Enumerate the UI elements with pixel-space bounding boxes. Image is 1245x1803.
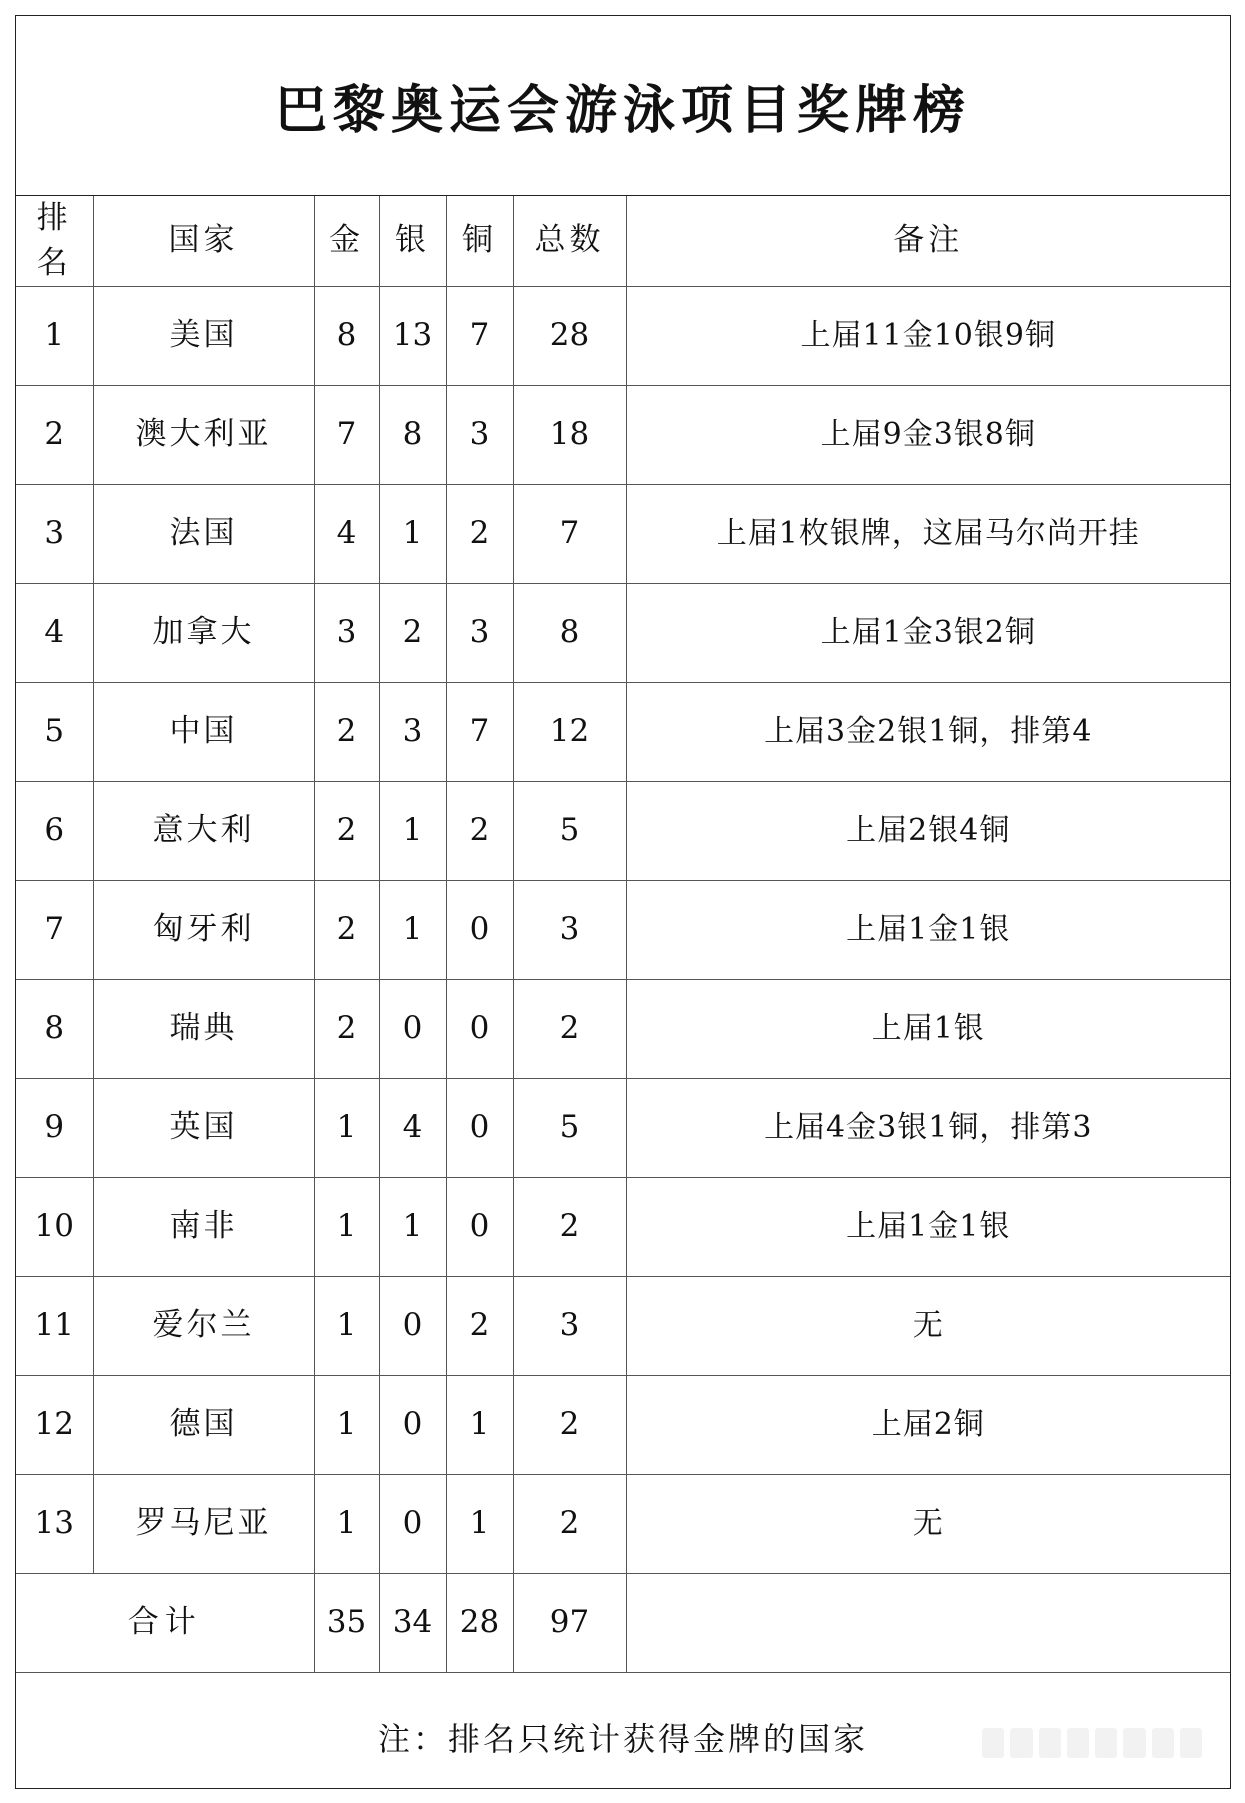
cell-bronze: 7	[446, 682, 513, 781]
cell-silver: 0	[379, 979, 446, 1078]
cell-gold: 1	[314, 1474, 379, 1573]
cell-country: 爱尔兰	[93, 1276, 314, 1375]
header-total: 总数	[513, 196, 626, 286]
cell-gold: 1	[314, 1177, 379, 1276]
cell-country: 中国	[93, 682, 314, 781]
cell-note: 上届11金10银9铜	[626, 286, 1230, 385]
cell-total: 18	[513, 385, 626, 484]
cell-country: 罗马尼亚	[93, 1474, 314, 1573]
cell-bronze: 0	[446, 880, 513, 979]
table-row	[16, 1177, 1230, 1276]
cell-bronze: 2	[446, 1276, 513, 1375]
cell-gold: 1	[314, 1375, 379, 1474]
table-row	[16, 286, 1230, 385]
cell-note: 上届2银4铜	[626, 781, 1230, 880]
totals-total: 97	[513, 1573, 626, 1672]
cell-bronze: 0	[446, 1177, 513, 1276]
cell-note: 上届2铜	[626, 1375, 1230, 1474]
cell-total: 5	[513, 1078, 626, 1177]
cell-note: 无	[626, 1474, 1230, 1573]
header-silver: 银	[379, 196, 446, 286]
cell-total: 3	[513, 1276, 626, 1375]
cell-total: 28	[513, 286, 626, 385]
cell-bronze: 3	[446, 583, 513, 682]
table-row	[16, 979, 1230, 1078]
cell-bronze: 2	[446, 484, 513, 583]
header-rank: 排名	[16, 196, 93, 286]
cell-note: 上届1银	[626, 979, 1230, 1078]
watermark	[982, 1728, 1202, 1758]
cell-total: 2	[513, 1177, 626, 1276]
table-row	[16, 880, 1230, 979]
cell-total: 3	[513, 880, 626, 979]
cell-silver: 0	[379, 1474, 446, 1573]
cell-silver: 3	[379, 682, 446, 781]
totals-silver: 34	[379, 1573, 446, 1672]
cell-note: 上届4金3银1铜，排第3	[626, 1078, 1230, 1177]
cell-rank: 12	[16, 1375, 93, 1474]
cell-silver: 8	[379, 385, 446, 484]
cell-country: 美国	[93, 286, 314, 385]
totals-bronze: 28	[446, 1573, 513, 1672]
cell-silver: 0	[379, 1276, 446, 1375]
table-row	[16, 1474, 1230, 1573]
cell-total: 12	[513, 682, 626, 781]
cell-gold: 2	[314, 880, 379, 979]
cell-rank: 1	[16, 286, 93, 385]
cell-total: 5	[513, 781, 626, 880]
cell-rank: 4	[16, 583, 93, 682]
cell-silver: 1	[379, 1177, 446, 1276]
cell-country: 法国	[93, 484, 314, 583]
cell-bronze: 0	[446, 1078, 513, 1177]
cell-rank: 7	[16, 880, 93, 979]
cell-total: 2	[513, 1375, 626, 1474]
header-gold: 金	[314, 196, 379, 286]
cell-silver: 13	[379, 286, 446, 385]
header-country: 国家	[93, 196, 314, 286]
cell-silver: 2	[379, 583, 446, 682]
medal-table-sheet	[15, 15, 1231, 1789]
cell-note: 上届1金1银	[626, 1177, 1230, 1276]
cell-total: 2	[513, 979, 626, 1078]
cell-total: 2	[513, 1474, 626, 1573]
cell-note: 上届9金3银8铜	[626, 385, 1230, 484]
cell-gold: 7	[314, 385, 379, 484]
cell-total: 8	[513, 583, 626, 682]
cell-note: 上届3金2银1铜，排第4	[626, 682, 1230, 781]
cell-rank: 9	[16, 1078, 93, 1177]
table-row	[16, 385, 1230, 484]
cell-bronze: 1	[446, 1474, 513, 1573]
cell-note: 上届1枚银牌，这届马尔尚开挂	[626, 484, 1230, 583]
cell-bronze: 3	[446, 385, 513, 484]
page-title: 巴黎奥运会游泳项目奖牌榜	[16, 16, 1230, 196]
cell-bronze: 2	[446, 781, 513, 880]
table-row	[16, 1078, 1230, 1177]
header-note: 备注	[626, 196, 1230, 286]
cell-gold: 3	[314, 583, 379, 682]
cell-country: 德国	[93, 1375, 314, 1474]
cell-gold: 2	[314, 979, 379, 1078]
cell-country: 意大利	[93, 781, 314, 880]
cell-gold: 2	[314, 682, 379, 781]
cell-country: 匈牙利	[93, 880, 314, 979]
table-row	[16, 484, 1230, 583]
cell-country: 英国	[93, 1078, 314, 1177]
table-row	[16, 583, 1230, 682]
cell-silver: 1	[379, 484, 446, 583]
cell-rank: 5	[16, 682, 93, 781]
cell-total: 7	[513, 484, 626, 583]
cell-rank: 2	[16, 385, 93, 484]
cell-silver: 0	[379, 1375, 446, 1474]
cell-bronze: 1	[446, 1375, 513, 1474]
cell-country: 南非	[93, 1177, 314, 1276]
cell-bronze: 7	[446, 286, 513, 385]
cell-gold: 4	[314, 484, 379, 583]
cell-bronze: 0	[446, 979, 513, 1078]
medal-table	[16, 196, 1230, 1673]
cell-rank: 11	[16, 1276, 93, 1375]
cell-rank: 6	[16, 781, 93, 880]
cell-country: 澳大利亚	[93, 385, 314, 484]
cell-note: 上届1金1银	[626, 880, 1230, 979]
cell-silver: 1	[379, 781, 446, 880]
cell-rank: 10	[16, 1177, 93, 1276]
table-row	[16, 1276, 1230, 1375]
totals-label: 合计	[16, 1573, 314, 1672]
table-row	[16, 1375, 1230, 1474]
table-header-row	[16, 196, 1230, 286]
header-bronze: 铜	[446, 196, 513, 286]
cell-country: 瑞典	[93, 979, 314, 1078]
cell-note: 无	[626, 1276, 1230, 1375]
cell-country: 加拿大	[93, 583, 314, 682]
cell-gold: 8	[314, 286, 379, 385]
cell-silver: 4	[379, 1078, 446, 1177]
cell-gold: 1	[314, 1276, 379, 1375]
totals-gold: 35	[314, 1573, 379, 1672]
table-row	[16, 781, 1230, 880]
cell-note: 上届1金3银2铜	[626, 583, 1230, 682]
cell-rank: 3	[16, 484, 93, 583]
cell-rank: 8	[16, 979, 93, 1078]
cell-rank: 13	[16, 1474, 93, 1573]
cell-silver: 1	[379, 880, 446, 979]
table-row	[16, 682, 1230, 781]
cell-gold: 2	[314, 781, 379, 880]
cell-gold: 1	[314, 1078, 379, 1177]
footnote: 注：排名只统计获得金牌的国家	[377, 1720, 868, 1758]
